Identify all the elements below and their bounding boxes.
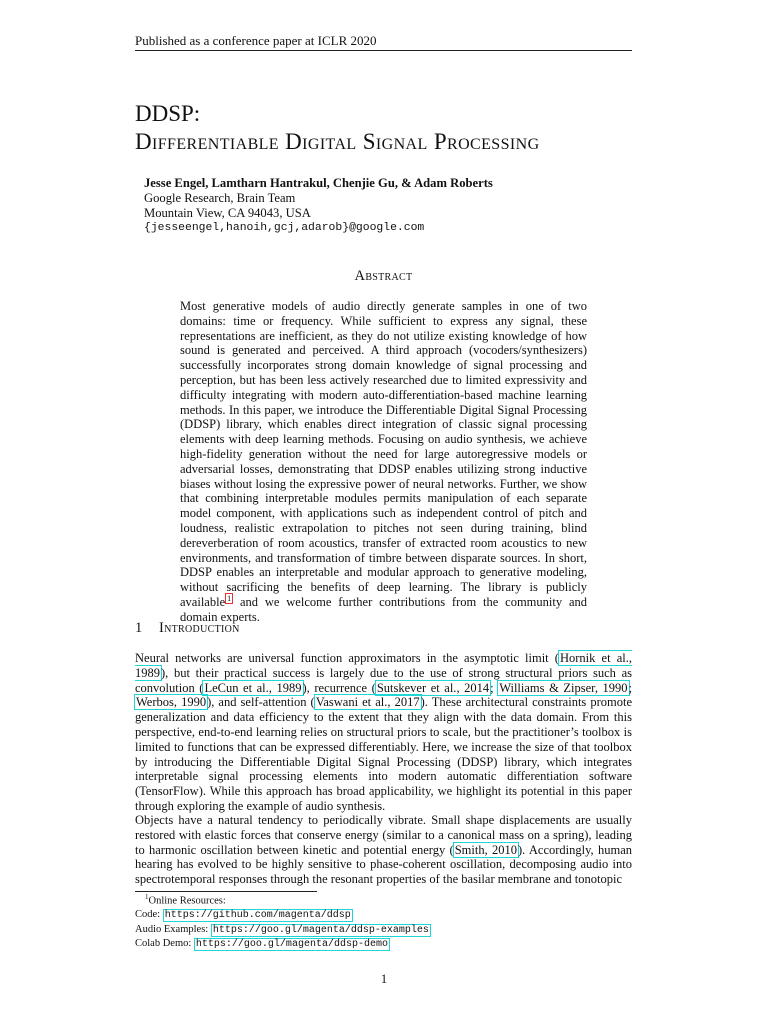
citation-year: 1989 bbox=[276, 680, 302, 695]
citation-author: Hornik et al. bbox=[559, 651, 629, 665]
citation-author: Vaswani et al. bbox=[315, 695, 388, 710]
footnote-link[interactable]: 1 bbox=[227, 593, 232, 603]
page-number: 1 bbox=[380, 972, 388, 986]
citation-year: 2010 bbox=[492, 842, 517, 857]
footnote-label: Audio Examples: bbox=[135, 923, 211, 935]
footnote-number: 1 bbox=[145, 893, 149, 901]
author-block bbox=[144, 176, 644, 236]
author-emails: {jesseengel,hanoih,gcj,adarob}@google.com bbox=[144, 222, 425, 234]
citation-author: Werbos bbox=[136, 695, 174, 710]
author-affiliation: Google Research, Brain Team bbox=[144, 191, 296, 205]
citation-link[interactable]: Sutskever et al., 2014 bbox=[376, 680, 490, 695]
title-line-2: Differentiable Digital Signal Processing bbox=[135, 129, 540, 154]
abstract-heading: Abstract bbox=[354, 268, 413, 284]
footnote-audio bbox=[135, 923, 632, 938]
intro-paragraph-1 bbox=[135, 651, 632, 814]
citation-year: 2017 bbox=[394, 695, 420, 710]
footnote-label: Code: bbox=[135, 909, 163, 920]
citation-link[interactable]: Smith, 2010 bbox=[454, 842, 517, 857]
paragraph-text: Neural networks are universal function approximators in the asymptotic limit ( bbox=[135, 651, 559, 665]
paragraph-text: ), and self-attention ( bbox=[207, 695, 315, 710]
paragraph-text: Objects have a natural tendency to periodically vibrate. Small shape displacements are usually restored with elastic forces that conserve energy (similar to a canonical mass on a spring), leading to harmonic oscillation between kinetic and potential energy ( bbox=[135, 813, 632, 857]
footnote-colab bbox=[135, 937, 632, 952]
footnote-rule bbox=[135, 891, 317, 892]
citation-year: 2014 bbox=[464, 680, 490, 695]
code-link[interactable]: https://github.com/magenta/ddsp bbox=[164, 910, 351, 921]
citation-author: Williams & Zipser bbox=[499, 680, 595, 695]
abstract-body bbox=[180, 299, 587, 625]
abstract-text-end: and we welcome further contributions from the community and domain experts. bbox=[180, 595, 587, 624]
section-heading-introduction bbox=[135, 620, 240, 637]
paragraph-text: ). Accordingly, human hearing has evolved to be highly sensitive to phase-coherent oscillation, decomposing audio into spectrotemporal responses through the resonant properties of the basilar membrane and tonotopic bbox=[135, 842, 632, 887]
header-rule bbox=[135, 50, 632, 51]
paragraph-text: ), but their practical success is largely due to the use of strong structural priors such as convolution ( bbox=[135, 665, 632, 695]
footnote-title-text: Online Resources: bbox=[148, 895, 226, 907]
paragraph-text: ), recurrence ( bbox=[302, 680, 376, 695]
citation-link[interactable]: Vaswani et al., 2017 bbox=[315, 695, 420, 710]
citation-author: Smith bbox=[454, 842, 485, 857]
section-title: Introduction bbox=[159, 620, 240, 636]
citation-author: Sutskever et al. bbox=[376, 680, 457, 695]
citation-link[interactable]: Hornik et al., 1989 bbox=[135, 651, 632, 680]
citation-year: 1990 bbox=[181, 695, 207, 710]
audio-examples-link[interactable]: https://goo.gl/magenta/ddsp-examples bbox=[212, 924, 429, 936]
paragraph-text: ; bbox=[490, 680, 499, 695]
footnote-label: Colab Demo: bbox=[135, 938, 194, 949]
citation-year: 1989 bbox=[135, 665, 160, 680]
paragraph-text: ). These architectural constraints promote generalization and data efficiency to the extent that they align with the data domain. From this perspective, end-to-end learning relies on structural priors to scale, but the practitioner’s toolbox is limited to functions that can be expressed differentiably. Here, we increase the size of that toolbox by introducing the Differentiable Digital Signal Processing (DDSP) library, which integrates interpretable signal processing elements into modern automatic differentiation software (TensorFlow). While this approach has broad applicability, we highlight its potential in this paper through exploring the example of audio synthesis. bbox=[135, 695, 633, 813]
author-location: Mountain View, CA 94043, USA bbox=[144, 206, 311, 220]
colab-demo-link[interactable]: https://goo.gl/magenta/ddsp-demo bbox=[195, 939, 388, 950]
abstract-text: Most generative models of audio directly generate samples in one of two domains: time or frequency. While sufficient to express any signal, these representations are inefficient, as they do not utilize existing knowledge of how sound is generated and perceived. A third approach (vocoders/synthesizers) successfully incorporates strong domain knowledge of signal processing and perception, but has been less actively researched due to limited expressivity and difficulty integrating with modern auto-differentiation-based machine learning methods. In this paper, we introduce the Differentiable Digital Signal Processing (DDSP) library, which enables direct integration of classic signal processing elements with deep learning methods. Focusing on audio synthesis, we achieve high-fidelity generation without the need for large autoregressive models or adversarial losses, demonstrating that DDSP enables utilizing strong inductive biases without losing the expressive power of neural networks. Further, we show that combining interpretable modules permits manipulation of each separate model component, with applications such as independent control of pitch and loudness, realistic extrapolation to pitches not seen during training, blind dereverberation of room acoustics, transfer of extracted room acoustics to new environments, and transformation of timbre between disparate sources. In short, DDSP enables an interpretable and modular approach to generative modeling, without sacrificing the benefits of deep learning. The library is publicly available bbox=[180, 299, 587, 610]
footnote-code bbox=[135, 908, 632, 923]
footnotes bbox=[135, 894, 632, 952]
paragraph-text: ; bbox=[628, 680, 632, 695]
author-names: Jesse Engel, Lamtharn Hantrakul, Chenjie Gu, & Adam Roberts bbox=[144, 176, 493, 190]
intro-paragraph-2 bbox=[135, 813, 632, 887]
citation-link[interactable]: LeCun et al., 1989 bbox=[204, 680, 302, 695]
section-number: 1 bbox=[135, 620, 143, 636]
citation-year: 1990 bbox=[602, 680, 628, 695]
citation-author: LeCun et al. bbox=[204, 680, 269, 695]
running-header: Published as a conference paper at ICLR 2020 bbox=[135, 33, 377, 48]
footnote-title bbox=[135, 894, 632, 908]
paper-title bbox=[135, 100, 695, 156]
citation-link[interactable]: Williams & Zipser, 1990 bbox=[499, 680, 628, 695]
title-line-1: DDSP: bbox=[135, 101, 201, 126]
citation-link[interactable]: Werbos, 1990 bbox=[136, 695, 207, 710]
